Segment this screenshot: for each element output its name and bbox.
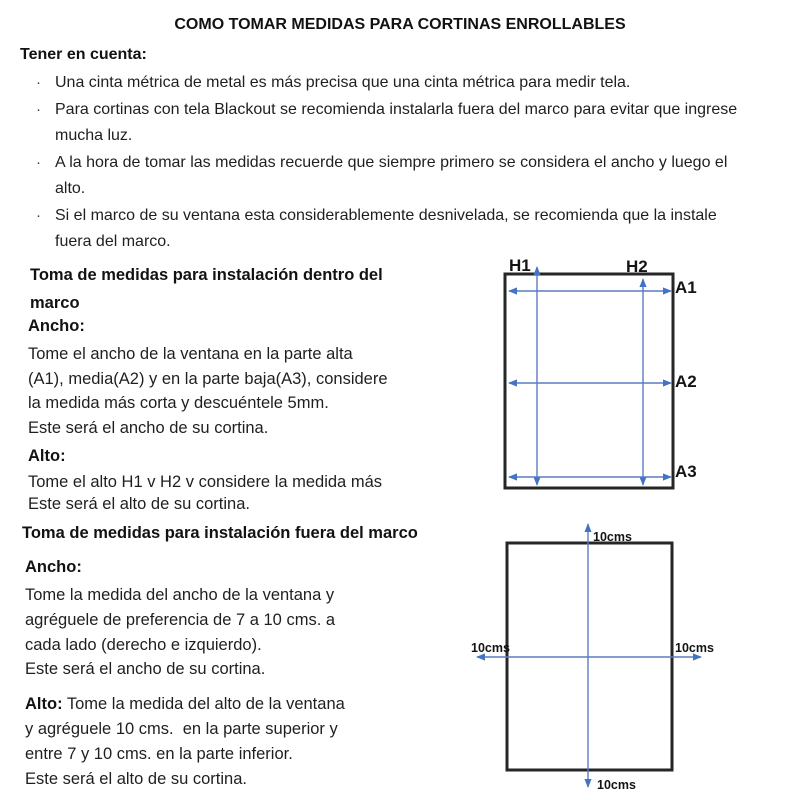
label-10cms-top: 10cms bbox=[593, 530, 632, 544]
text-line: (A1), media(A2) y en la parte baja(A3), considere bbox=[28, 369, 388, 388]
inside-width-instructions bbox=[28, 342, 388, 440]
list-item-text bbox=[55, 150, 762, 203]
bullet-icon: · bbox=[36, 153, 41, 171]
list-item-text bbox=[55, 97, 762, 150]
text-line bbox=[25, 692, 345, 717]
page-title: COMO TOMAR MEDIDAS PARA CORTINAS ENROLLABLES bbox=[174, 16, 626, 33]
inside-width-label: Ancho: bbox=[28, 317, 85, 335]
list-item bbox=[36, 97, 762, 150]
text-line: y agréguele 10 cms. en la parte superior y bbox=[25, 720, 338, 738]
text-line: Este será el alto de su cortina. bbox=[28, 495, 250, 513]
label-10cms-bottom: 10cms bbox=[597, 778, 636, 792]
label-10cms-left: 10cms bbox=[471, 641, 510, 655]
text-line: A la hora de tomar las medidas recuerde que siempre primero se considera el ancho y luego el bbox=[55, 153, 728, 171]
inside-height-instructions bbox=[28, 471, 382, 515]
list-item bbox=[36, 70, 762, 97]
label-a3: A3 bbox=[675, 462, 697, 481]
label-h2: H2 bbox=[626, 257, 648, 276]
text-line: Si el marco de su ventana esta considerablemente desnivelada, se recomienda que la instale bbox=[55, 206, 717, 224]
text-line: agréguele de preferencia de 7 a 10 cms. a bbox=[25, 610, 336, 629]
heading-line: Toma de medidas para instalación dentro del bbox=[30, 266, 383, 284]
text-line: Tome la medida del ancho de la ventana y bbox=[25, 586, 335, 604]
label-10cms-right: 10cms bbox=[675, 641, 714, 655]
bullet-icon: · bbox=[36, 206, 41, 224]
text-line: cada lado (derecho e izquierdo). bbox=[25, 635, 262, 654]
label-a1: A1 bbox=[675, 278, 697, 297]
notes-list bbox=[36, 70, 762, 256]
outside-width-instructions bbox=[25, 583, 335, 682]
list-item bbox=[36, 150, 762, 203]
inside-height-label: Alto: bbox=[28, 447, 66, 465]
section-heading-inside-frame bbox=[30, 261, 383, 317]
diagram-inside-frame-measurements bbox=[460, 248, 710, 498]
label-h1: H1 bbox=[509, 256, 531, 275]
text-line: Una cinta métrica de metal es más precisa que una cinta métrica para medir tela. bbox=[55, 74, 631, 91]
text-line: Este será el alto de su cortina. bbox=[25, 770, 247, 788]
outside-height-label: Alto: bbox=[25, 695, 63, 713]
heading-line: marco bbox=[30, 294, 80, 312]
outside-height-instructions bbox=[25, 692, 345, 792]
text-line: Tome el ancho de la ventana en la parte alta bbox=[28, 345, 353, 363]
section-heading-outside-frame: Toma de medidas para instalación fuera del marco bbox=[22, 524, 418, 542]
bullet-icon: · bbox=[36, 100, 41, 118]
text-line: Este será el ancho de su cortina. bbox=[28, 418, 269, 437]
diagram-outside-frame-measurements bbox=[440, 505, 740, 800]
text-line: mucha luz. bbox=[55, 127, 133, 144]
window-frame bbox=[505, 274, 673, 488]
label-a2: A2 bbox=[675, 372, 697, 391]
text-line: Este será el ancho de su cortina. bbox=[25, 660, 266, 679]
text-fragment: Tome la medida del alto de la ventana bbox=[62, 695, 345, 713]
text-line: entre 7 y 10 cms. en la parte inferior. bbox=[25, 745, 293, 763]
list-item-text bbox=[55, 70, 762, 97]
bullet-icon: · bbox=[36, 74, 41, 91]
text-line: Tome el alto H1 v H2 v considere la medida más bbox=[28, 473, 382, 491]
text-line: fuera del marco. bbox=[55, 233, 171, 250]
text-line: alto. bbox=[55, 180, 86, 197]
text-line: Para cortinas con tela Blackout se recomienda instalarla fuera del marco para evitar que ingrese bbox=[55, 100, 738, 118]
outside-width-label: Ancho: bbox=[25, 558, 82, 576]
notes-heading: Tener en cuenta: bbox=[20, 46, 147, 63]
text-line: la medida más corta y descuéntele 5mm. bbox=[28, 394, 329, 413]
